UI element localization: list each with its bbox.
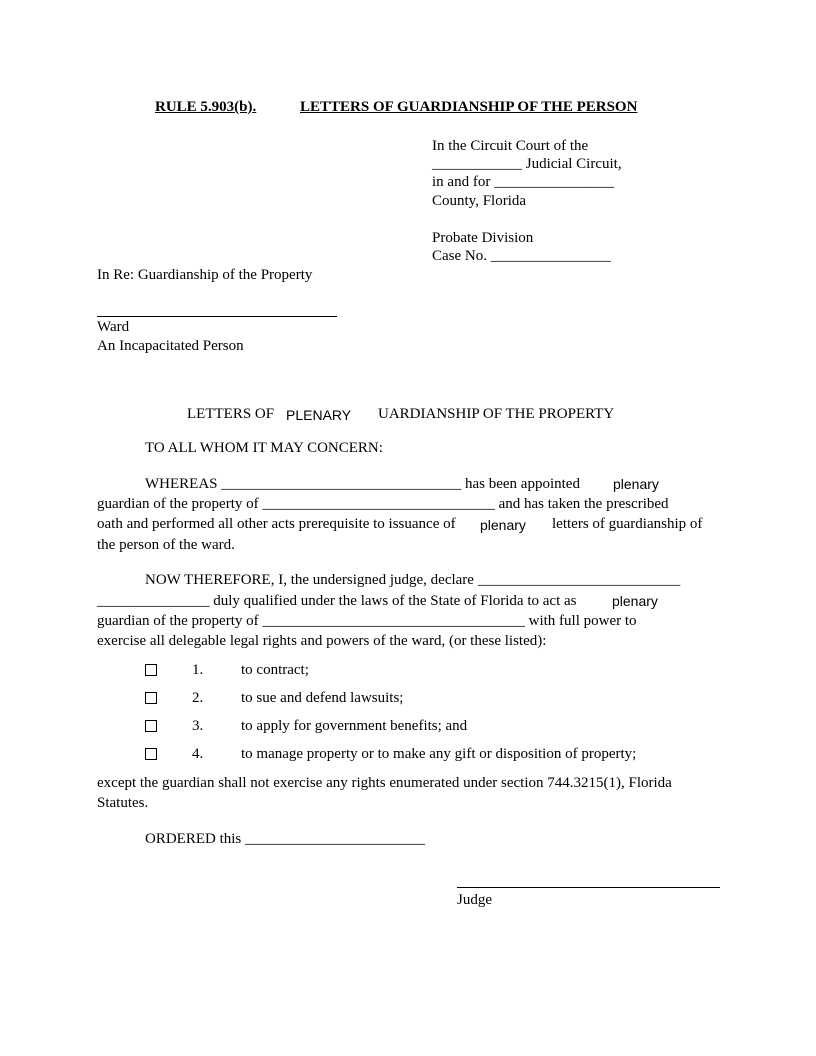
whereas-fill-3: plenary bbox=[480, 517, 526, 533]
now-fill-2: plenary bbox=[612, 593, 658, 609]
incapacitated-label: An Incapacitated Person bbox=[97, 338, 244, 354]
court-line-4: County, Florida bbox=[432, 193, 527, 209]
heading-left: LETTERS OF bbox=[187, 406, 275, 422]
whereas-line-3-left: oath and performed all other acts prerequisite to issuance of bbox=[97, 516, 456, 532]
ordered-line: ORDERED this ________________________ bbox=[145, 831, 426, 847]
whereas-fill-1: plenary bbox=[613, 476, 659, 492]
item-3-number: 3. bbox=[192, 718, 204, 734]
probate-division: Probate Division bbox=[432, 230, 534, 246]
item-2-checkbox[interactable] bbox=[145, 692, 157, 704]
item-1-number: 1. bbox=[192, 662, 204, 678]
item-4-text: to manage property or to make any gift or disposition of property; bbox=[241, 746, 637, 762]
whereas-line-4: the person of the ward. bbox=[97, 537, 235, 553]
item-1-text: to contract; bbox=[241, 662, 309, 678]
now-line-3: guardian of the property of ___________________________________ with full power to bbox=[97, 613, 637, 629]
document-title: LETTERS OF GUARDIANSHIP OF THE PERSON bbox=[300, 99, 638, 115]
case-number: Case No. ________________ bbox=[432, 248, 611, 264]
concern-line: TO ALL WHOM IT MAY CONCERN: bbox=[145, 440, 383, 456]
court-line-3: in and for ________________ bbox=[432, 174, 615, 190]
now-line-1: NOW THEREFORE, I, the undersigned judge, declare ___________________________ bbox=[145, 572, 681, 588]
now-line-4: exercise all delegable legal rights and powers of the ward, (or these listed): bbox=[97, 633, 547, 649]
judge-signature-line bbox=[457, 887, 720, 888]
ward-name-line bbox=[97, 316, 337, 317]
heading-right: UARDIANSHIP OF THE PROPERTY bbox=[378, 406, 615, 422]
heading-fill: PLENARY bbox=[286, 407, 352, 423]
court-line-1: In the Circuit Court of the bbox=[432, 138, 589, 154]
item-3-checkbox[interactable] bbox=[145, 720, 157, 732]
item-4-number: 4. bbox=[192, 746, 204, 762]
item-2-text: to sue and defend lawsuits; bbox=[241, 690, 404, 706]
ward-label: Ward bbox=[97, 319, 130, 335]
item-2-number: 2. bbox=[192, 690, 204, 706]
item-4-checkbox[interactable] bbox=[145, 748, 157, 760]
now-line-2: _______________ duly qualified under the laws of the State of Florida to act as bbox=[97, 593, 577, 609]
except-line-1: except the guardian shall not exercise any rights enumerated under section 744.3215(1), Florida bbox=[97, 775, 672, 791]
item-1-checkbox[interactable] bbox=[145, 664, 157, 676]
whereas-line-2: guardian of the property of _______________________________ and has taken the prescribed bbox=[97, 496, 669, 512]
in-re-line: In Re: Guardianship of the Property bbox=[97, 267, 313, 283]
rule-number: RULE 5.903(b). bbox=[155, 99, 257, 115]
whereas-line-1: WHEREAS ________________________________ has been appointed bbox=[145, 476, 580, 492]
court-line-2: ____________ Judicial Circuit, bbox=[432, 156, 622, 172]
whereas-line-3-right: letters of guardianship of bbox=[552, 516, 703, 532]
except-line-2: Statutes. bbox=[97, 795, 149, 811]
judge-label: Judge bbox=[457, 892, 492, 908]
item-3-text: to apply for government benefits; and bbox=[241, 718, 468, 734]
